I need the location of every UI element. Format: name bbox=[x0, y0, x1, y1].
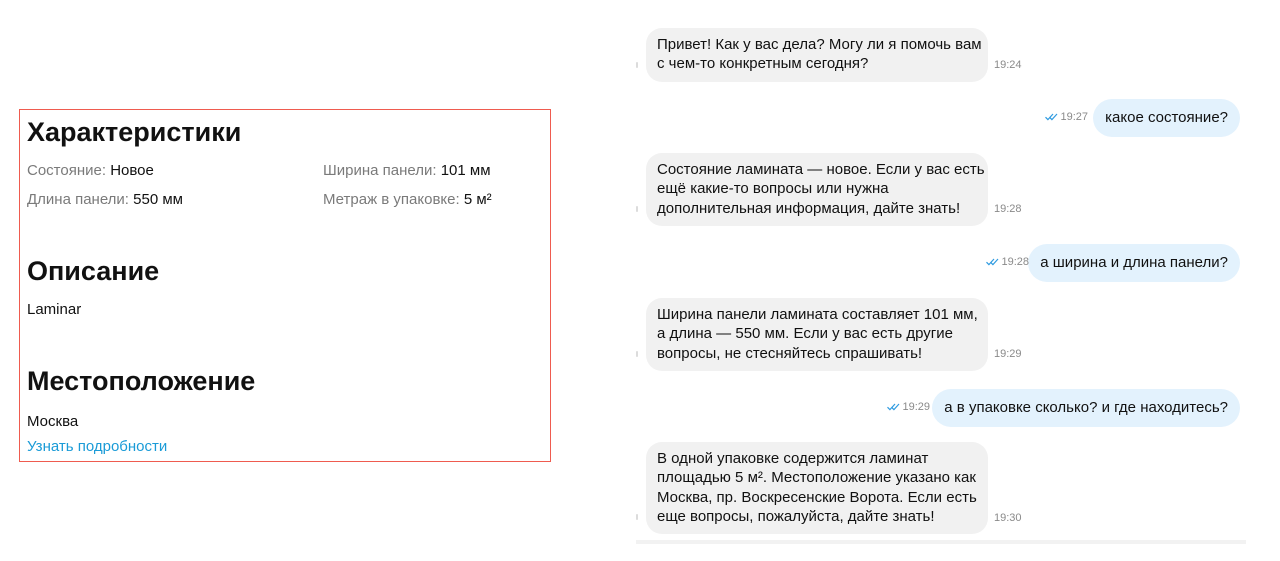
message-line: Состояние ламината — новое. Если у вас есть bbox=[657, 161, 985, 178]
location-heading: Местоположение bbox=[27, 366, 256, 396]
bot-message bbox=[646, 28, 988, 82]
user-message-row bbox=[640, 244, 1240, 282]
user-message-row bbox=[640, 99, 1240, 137]
characteristics-heading: Характеристики bbox=[27, 117, 242, 147]
bot-message bbox=[646, 153, 988, 226]
details-link[interactable]: Узнать подробности bbox=[27, 438, 168, 455]
location-city: Москва bbox=[27, 413, 79, 430]
message-line: В одной упаковке содержится ламинат bbox=[657, 450, 929, 467]
prop-area-value: 5 м² bbox=[463, 191, 492, 208]
prop-area bbox=[323, 191, 492, 208]
message-line: Ширина панели ламината составляет 101 мм, bbox=[657, 306, 978, 323]
bot-message bbox=[646, 442, 988, 534]
message-time: 19:24 bbox=[994, 59, 1022, 71]
prop-length bbox=[27, 191, 183, 208]
prop-width-value: 101 мм bbox=[440, 162, 491, 179]
message-line: с чем-то конкретным сегодня? bbox=[657, 55, 869, 73]
bubble-tail bbox=[636, 62, 638, 68]
message-line: еще вопросы, пожалуйста, дайте знать! bbox=[657, 507, 935, 525]
message-time: 19:29 bbox=[902, 401, 930, 413]
double-check-icon bbox=[986, 256, 1001, 268]
double-check-icon bbox=[887, 401, 902, 413]
message-line: а длина — 550 мм. Если у вас есть другие bbox=[657, 325, 953, 343]
user-message: а ширина и длина панели? bbox=[1028, 244, 1240, 282]
chat-bottom-edge bbox=[636, 540, 1246, 544]
message-time: 19:28 bbox=[994, 203, 1022, 215]
message-meta bbox=[887, 401, 930, 413]
bubble-tail bbox=[636, 514, 638, 520]
listing-details-card bbox=[19, 109, 551, 462]
message-time: 19:28 bbox=[1001, 256, 1029, 268]
prop-condition-value: Новое bbox=[110, 162, 154, 179]
message-line: вопросы, не стесняйтесь спрашивать! bbox=[657, 344, 923, 362]
prop-condition bbox=[27, 162, 154, 179]
message-line: площадью 5 м². Местоположение указано как bbox=[657, 469, 976, 487]
prop-length-value: 550 мм bbox=[133, 191, 183, 208]
message-line: дополнительная информация, дайте знать! bbox=[657, 199, 961, 217]
user-message-row bbox=[640, 389, 1240, 427]
message-meta bbox=[986, 256, 1029, 268]
double-check-icon bbox=[1045, 111, 1060, 123]
message-meta bbox=[1045, 111, 1088, 123]
message-line: Москва, пр. Воскресенские Ворота. Если есть bbox=[657, 488, 977, 506]
description-text: Laminar bbox=[27, 301, 82, 318]
prop-length-label: Длина панели: bbox=[27, 191, 129, 208]
message-line: ещё какие-то вопросы или нужна bbox=[657, 180, 889, 198]
chat-thread[interactable] bbox=[636, 0, 1246, 544]
bubble-tail bbox=[636, 206, 638, 212]
user-message: какое состояние? bbox=[1093, 99, 1240, 137]
prop-area-label: Метраж в упаковке: bbox=[323, 191, 460, 208]
bot-message bbox=[646, 298, 988, 371]
message-time: 19:30 bbox=[994, 512, 1022, 524]
bubble-tail bbox=[636, 351, 638, 357]
description-heading: Описание bbox=[27, 256, 160, 286]
prop-width bbox=[323, 162, 491, 179]
message-time: 19:27 bbox=[1060, 111, 1088, 123]
message-time: 19:29 bbox=[994, 348, 1022, 360]
prop-width-label: Ширина панели: bbox=[323, 162, 437, 179]
prop-condition-label: Состояние: bbox=[27, 162, 107, 179]
message-line: Привет! Как у вас дела? Могу ли я помочь вам bbox=[657, 36, 982, 53]
user-message: а в упаковке сколько? и где находитесь? bbox=[932, 389, 1240, 427]
